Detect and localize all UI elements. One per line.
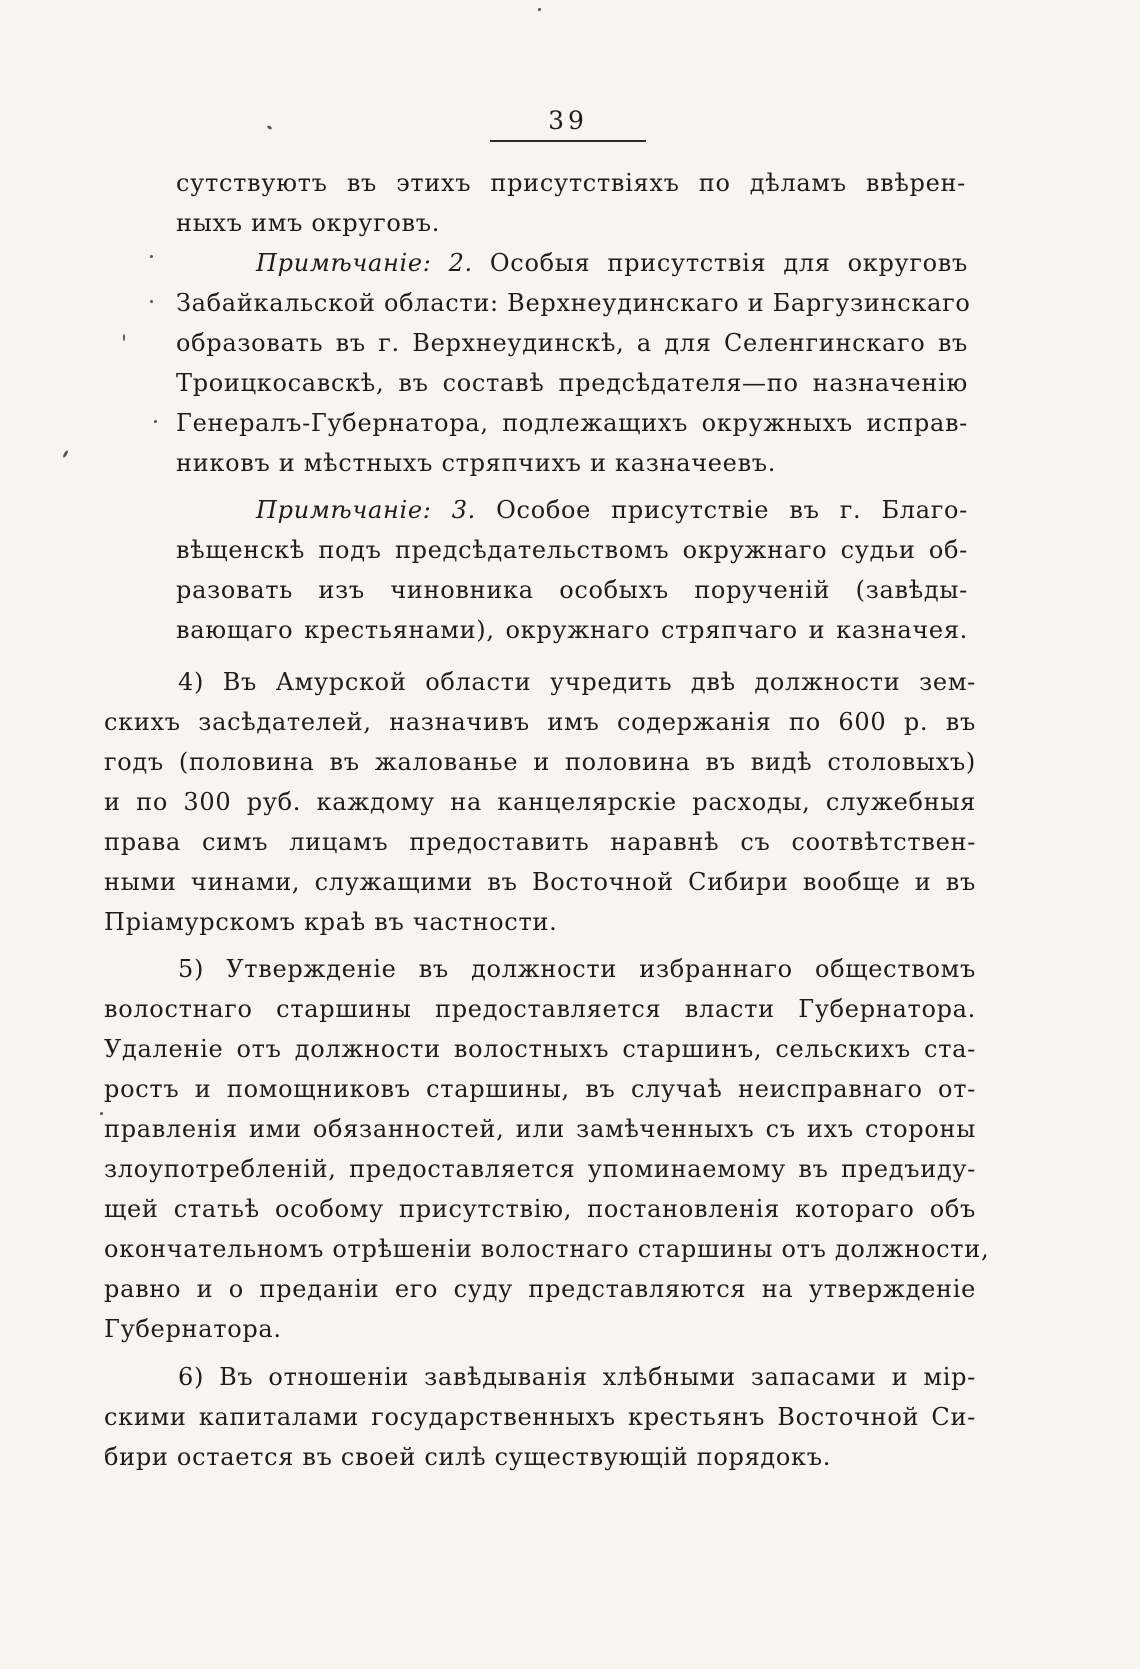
note-3-line: разовать изъ чиновника особыхъ порученій (завѣды-	[176, 576, 968, 604]
item-5-line: ростъ и помощниковъ старшины, въ случаѣ неисправнаго от-	[104, 1075, 976, 1103]
scan-speck	[123, 334, 125, 341]
page-number: 39	[548, 106, 588, 135]
note-2-line: Троицкосавскѣ, въ составѣ предсѣдателя—по назначенію	[176, 369, 968, 397]
item-5-line: Удаленіе отъ должности волостныхъ старшинъ, сельскихъ ста-	[104, 1035, 976, 1063]
item-4-line: и по 300 руб. каждому на канцелярскіе расходы, служебныя	[104, 788, 976, 816]
note-2-first-line	[256, 243, 968, 283]
scan-speck	[100, 1112, 103, 1115]
scan-speck	[538, 8, 541, 11]
page-number-rule	[490, 140, 646, 142]
item-5-line: правленія ими обязанностей, или замѣченныхъ съ ихъ стороны	[104, 1115, 976, 1143]
note-2-label: Примѣчаніе:	[256, 249, 432, 277]
item-5-line: волостнаго старшины предоставляется власти Губернатора.	[104, 995, 976, 1023]
item-5-line: окончательномъ отрѣшеніи волостнаго старшины отъ должности,	[104, 1235, 990, 1263]
scan-speck	[150, 255, 153, 258]
item-4-line: годъ (половина въ жалованье и половина въ видѣ столовыхъ)	[104, 748, 976, 776]
scan-speck	[154, 420, 157, 423]
item-6-line: 6) Въ отношеніи завѣдыванія хлѣбными запасами и мір-	[178, 1363, 976, 1391]
continuation-line: ныхъ имъ округовъ.	[176, 209, 441, 237]
scan-speck	[267, 125, 273, 130]
note-2-line: Забайкальской области: Верхнеудинскаго и Баргузинскаго	[176, 289, 971, 317]
item-5-line: равно и о преданіи его суду представляются на утвержденіе	[104, 1275, 976, 1303]
note-3-number: 3.	[451, 496, 477, 524]
note-3-first-line-text: Особое присутствіе въ г. Благо-	[496, 496, 968, 524]
item-4-line: права симъ лицамъ предоставить наравнѣ съ соотвѣтствен-	[104, 828, 976, 856]
note-3-label: Примѣчаніе:	[256, 496, 432, 524]
item-5-line: Губернатора.	[104, 1315, 282, 1343]
item-5-line: 5) Утвержденіе въ должности избраннаго обществомъ	[178, 955, 976, 983]
scan-speck	[62, 450, 69, 458]
item-4-line: ными чинами, служащими въ Восточной Сибири вообще и въ	[104, 868, 976, 896]
note-2-number: 2.	[448, 249, 473, 277]
note-3-line: вѣщенскѣ подъ предсѣдательствомъ окружнаго судьи об-	[176, 536, 968, 564]
item-4-line: 4) Въ Амурской области учредить двѣ должности зем-	[178, 668, 976, 696]
scan-speck	[150, 300, 153, 303]
item-4-line: Пріамурскомъ краѣ въ частности.	[104, 908, 558, 936]
note-3-line: вающаго крестьянами), окружнаго стряпчаго и казначея.	[176, 616, 968, 644]
note-2-first-line-text: Особыя присутствія для округовъ	[489, 249, 968, 277]
note-2-line: образовать въ г. Верхнеудинскѣ, а для Селенгинскаго въ	[176, 329, 968, 357]
note-3-first-line	[256, 490, 968, 530]
item-4-line: скихъ засѣдателей, назначивъ имъ содержанія по 600 р. въ	[104, 708, 976, 736]
item-5-line: злоупотребленій, предоставляется упоминаемому въ предъиду-	[104, 1155, 976, 1183]
item-5-line: щей статьѣ особому присутствію, постановленія котораго объ	[104, 1195, 976, 1223]
item-6-line: бири остается въ своей силѣ существующій порядокъ.	[104, 1443, 832, 1471]
note-2-line: никовъ и мѣстныхъ стряпчихъ и казначеевъ.	[176, 449, 777, 477]
item-6-line: скими капиталами государственныхъ крестьянъ Восточной Си-	[104, 1403, 976, 1431]
note-2-line: Генералъ-Губернатора, подлежащихъ окружныхъ исправ-	[176, 409, 968, 437]
continuation-line: сутствуютъ въ этихъ присутствіяхъ по дѣламъ ввѣрен-	[176, 169, 966, 197]
